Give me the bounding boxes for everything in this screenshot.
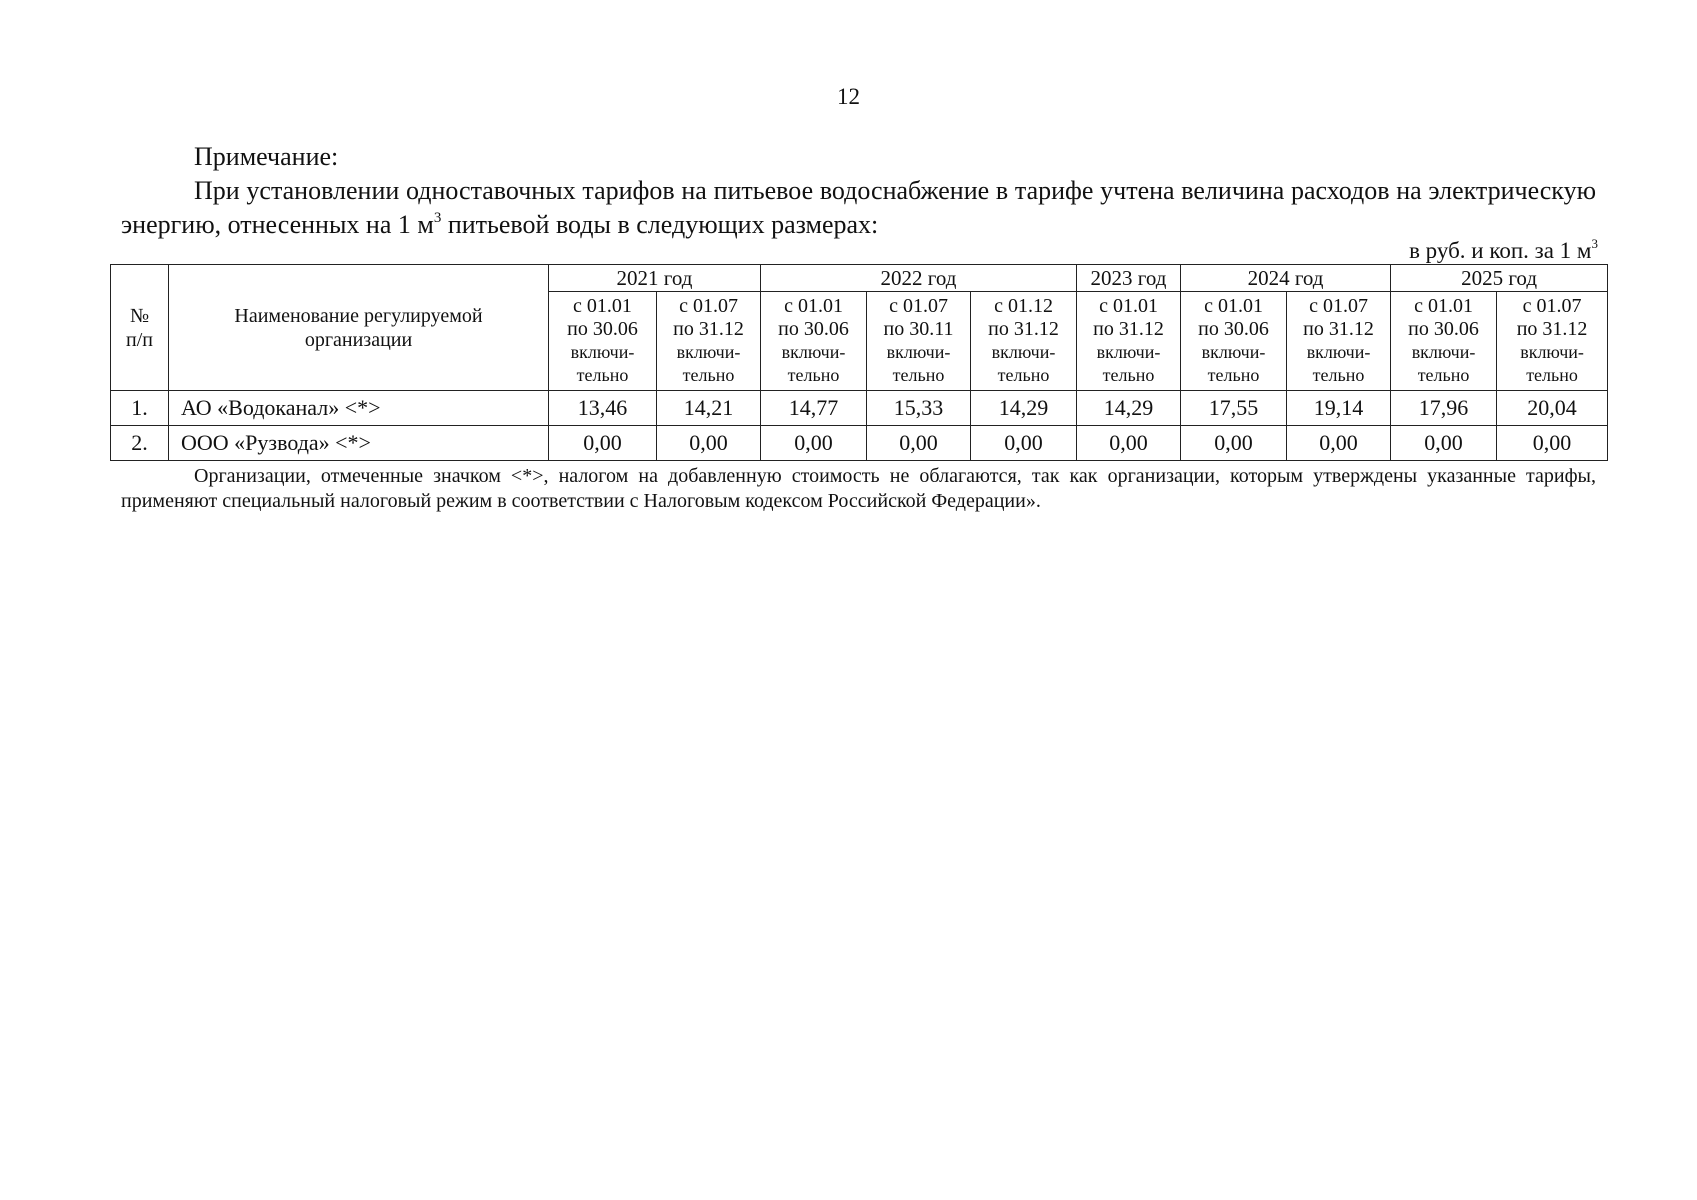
period-w2: тельно bbox=[892, 365, 945, 385]
row-number: 1. bbox=[111, 391, 169, 426]
tariff-table bbox=[110, 264, 1608, 461]
note-text-main: При установлении одноставочных тарифов на питьевое водоснабжение в тарифе учтена величина расходов на электрическую энергию, отнесенных на 1 м bbox=[121, 176, 1596, 239]
units-text: в руб. и коп. за 1 м bbox=[1409, 238, 1592, 263]
period-header bbox=[971, 292, 1077, 391]
period-w1: включи- bbox=[1306, 342, 1371, 362]
period-w2: тельно bbox=[576, 365, 629, 385]
period-w1: включи- bbox=[570, 342, 635, 362]
period-header bbox=[549, 292, 657, 391]
period-header bbox=[761, 292, 867, 391]
tariff-value: 15,33 bbox=[867, 391, 971, 426]
period-w2: тельно bbox=[682, 365, 735, 385]
year-header: 2021 год bbox=[549, 265, 761, 292]
header-no-line2: п/п bbox=[126, 328, 153, 351]
note-text-tail: питьевой воды в следующих размерах: bbox=[441, 210, 879, 239]
header-no-line1: № bbox=[129, 304, 150, 327]
tariff-value: 17,96 bbox=[1391, 391, 1497, 426]
tariff-value: 0,00 bbox=[1287, 426, 1391, 461]
tariff-value: 20,04 bbox=[1497, 391, 1608, 426]
period-from: с 01.12 bbox=[994, 295, 1053, 317]
tariff-value: 0,00 bbox=[867, 426, 971, 461]
year-header: 2025 год bbox=[1391, 265, 1608, 292]
organization-name: ООО «Рузвода» <*> bbox=[169, 426, 549, 461]
period-w1: включи- bbox=[886, 342, 951, 362]
period-w2: тельно bbox=[1102, 365, 1155, 385]
period-w1: включи- bbox=[1520, 342, 1584, 362]
year-header-row bbox=[111, 265, 1608, 292]
year-header: 2023 год bbox=[1077, 265, 1181, 292]
page-number: 12 bbox=[837, 84, 860, 109]
period-w1: включи- bbox=[676, 342, 741, 362]
period-w1: включи- bbox=[781, 342, 846, 362]
table-row bbox=[111, 391, 1608, 426]
tariff-value: 14,77 bbox=[761, 391, 867, 426]
table-body bbox=[111, 391, 1608, 461]
period-to: по 31.12 bbox=[1516, 318, 1588, 340]
period-w2: тельно bbox=[787, 365, 840, 385]
period-header bbox=[657, 292, 761, 391]
period-from: с 01.01 bbox=[1414, 295, 1473, 317]
year-header: 2022 год bbox=[761, 265, 1077, 292]
period-to: по 30.06 bbox=[1408, 318, 1479, 340]
period-w1: включи- bbox=[1096, 342, 1161, 362]
units-label bbox=[1409, 237, 1598, 265]
period-header bbox=[1287, 292, 1391, 391]
tariff-value: 0,00 bbox=[971, 426, 1077, 461]
tariff-value: 14,29 bbox=[1077, 391, 1181, 426]
tariff-value: 14,21 bbox=[657, 391, 761, 426]
units-sup: 3 bbox=[1591, 236, 1598, 251]
period-to: по 30.06 bbox=[778, 318, 849, 340]
period-to: по 30.11 bbox=[883, 318, 954, 340]
period-from: с 01.01 bbox=[1204, 295, 1263, 317]
period-w1: включи- bbox=[1411, 342, 1476, 362]
tariff-value: 0,00 bbox=[761, 426, 867, 461]
period-from: с 01.01 bbox=[573, 295, 632, 317]
tariff-value: 0,00 bbox=[1391, 426, 1497, 461]
tariff-value: 0,00 bbox=[1077, 426, 1181, 461]
period-w1: включи- bbox=[991, 342, 1056, 362]
period-from: с 01.07 bbox=[1309, 295, 1368, 317]
period-w2: тельно bbox=[997, 365, 1050, 385]
period-header bbox=[867, 292, 971, 391]
footnote: Организации, отмеченные значком <*>, налогом на добавленную стоимость не облагаются, так как организации, которым утверждены указанные тарифы, применяют специальный налоговый режим в соответствии с Налоговым кодексом Российской Федерации». bbox=[121, 465, 1596, 512]
period-header bbox=[1391, 292, 1497, 391]
period-w2: тельно bbox=[1526, 365, 1578, 385]
note-text-sup: 3 bbox=[433, 210, 442, 226]
period-to: по 31.12 bbox=[673, 318, 744, 340]
note-text bbox=[121, 174, 1596, 242]
period-w1: включи- bbox=[1201, 342, 1266, 362]
tariff-value: 0,00 bbox=[549, 426, 657, 461]
tariff-value: 14,29 bbox=[971, 391, 1077, 426]
period-to: по 30.06 bbox=[1198, 318, 1269, 340]
year-header: 2024 год bbox=[1181, 265, 1391, 292]
tariff-value: 0,00 bbox=[1497, 426, 1608, 461]
table-row bbox=[111, 426, 1608, 461]
period-from: с 01.01 bbox=[1099, 295, 1158, 317]
period-w2: тельно bbox=[1312, 365, 1365, 385]
tariff-value: 17,55 bbox=[1181, 391, 1287, 426]
period-w2: тельно bbox=[1417, 365, 1470, 385]
row-number: 2. bbox=[111, 426, 169, 461]
period-header bbox=[1181, 292, 1287, 391]
tariff-value: 13,46 bbox=[549, 391, 657, 426]
note-title: Примечание: bbox=[194, 142, 339, 171]
period-from: с 01.07 bbox=[679, 295, 738, 317]
period-header bbox=[1077, 292, 1181, 391]
header-organization-line1: Наименование регулируемой bbox=[234, 304, 483, 327]
period-header bbox=[1497, 292, 1608, 391]
period-to: по 30.06 bbox=[567, 318, 638, 340]
period-to: по 31.12 bbox=[988, 318, 1059, 340]
period-w2: тельно bbox=[1207, 365, 1260, 385]
tariff-value: 0,00 bbox=[1181, 426, 1287, 461]
header-no bbox=[111, 265, 169, 391]
tariff-value: 19,14 bbox=[1287, 391, 1391, 426]
period-from: с 01.01 bbox=[784, 295, 843, 317]
tariff-value: 0,00 bbox=[657, 426, 761, 461]
period-to: по 31.12 bbox=[1093, 318, 1164, 340]
period-to: по 31.12 bbox=[1303, 318, 1374, 340]
period-from: с 01.07 bbox=[889, 295, 948, 317]
period-from: с 01.07 bbox=[1522, 295, 1582, 317]
header-organization-line2: организации bbox=[304, 328, 413, 351]
header-organization bbox=[169, 265, 549, 391]
organization-name: АО «Водоканал» <*> bbox=[169, 391, 549, 426]
